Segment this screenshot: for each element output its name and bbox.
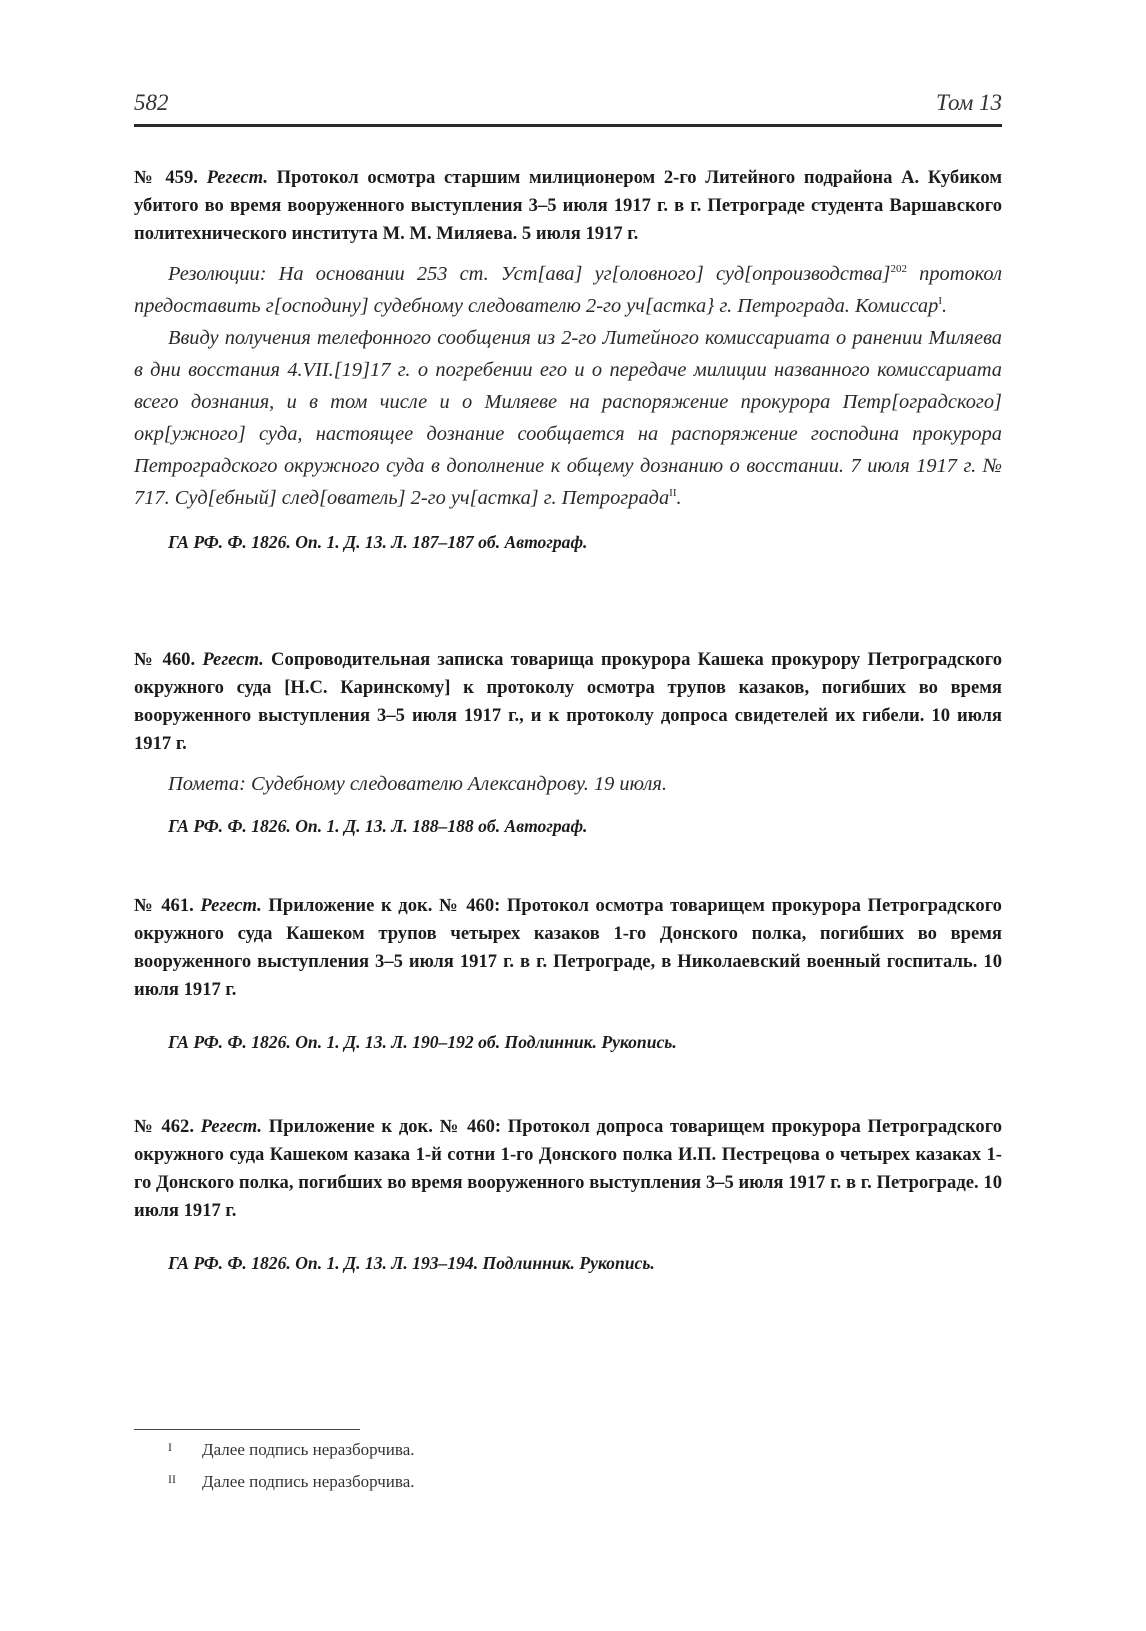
document-title	[134, 892, 1002, 1004]
footnote-mark: I	[168, 1440, 172, 1454]
document-description: Приложение к док. № 460: Протокол допроса товарищем прокурора Петроградского окружного суда Кашеком казака 1-й сотни 1-го Донского полка И.П. Пестрецова о четырех казаках 1-го Донского полка, погибших во время вооруженного выступления 3–5 июля 1917 г. в г. Петрограде. 10 июля 1917 г.	[134, 1116, 1002, 1221]
page-number: 582	[134, 90, 169, 115]
regest-label: Регест.	[206, 167, 268, 188]
document-description: Протокол осмотра старшим милиционером 2-го Литейного подрайона А. Кубиком убитого во время вооруженного выступления 3–5 июля 1917 г. в г. Петрограде студента Варшавского политехнического института М. М. Миляева. 5 июля 1917 г.	[134, 167, 1002, 244]
footnote-mark: II	[168, 1472, 176, 1486]
regest-label: Регест.	[202, 649, 264, 670]
footnote-divider	[134, 1429, 360, 1430]
archive-source: ГА РФ. Ф. 1826. Оп. 1. Д. 13. Л. 187–187 об. Автограф.	[168, 532, 588, 552]
regest-label: Регест.	[200, 1116, 263, 1137]
document-entry-459	[134, 164, 1002, 553]
document-title	[134, 1113, 1002, 1225]
annotation-note: Помета: Судебному следователю Александрову. 19 июля.	[168, 773, 667, 795]
document-number: № 461.	[134, 895, 194, 916]
document-entry-462	[134, 1113, 1002, 1274]
footnote-ref: II	[669, 487, 677, 500]
document-description: Сопроводительная записка товарища прокурора Кашека прокурору Петроградского окружного суда [Н.С. Каринскому] к протоколу осмотра трупов казаков, погибших во время вооруженного выступления 3–5 июля 1917 г., и к протоколу допроса свидетелей их гибели. 10 июля 1917 г.	[134, 649, 1002, 754]
footnote-item	[134, 1440, 1002, 1472]
page-header	[134, 88, 1002, 127]
footnote-ref: 202	[890, 263, 907, 276]
document-number: № 462.	[134, 1116, 194, 1137]
document-title	[134, 164, 1002, 248]
archive-source: ГА РФ. Ф. 1826. Оп. 1. Д. 13. Л. 190–192 об. Подлинник. Рукопись.	[168, 1032, 677, 1052]
investigator-note: Ввиду получения телефонного сообщения из 2-го Литейного комиссариата о ранении Миляева в дни восстания 4.VII.[19]17 г. о погребении его и о передаче милиции названного комиссариата всего дознания, и в том числе и о Миляеве на распоряжение прокурора Петр[оградского] окр[ужного] суда, настоящее дознание сообщается на распоряжение господина прокурора Петроградского окружного суда в дополнение к общему дознанию о восстании. 7 июля 1917 г. № 717. Суд[ебный] след[ователь] 2-го уч[астка] г. Петрограда$^{II}$.	[134, 327, 1002, 509]
document-entry-460	[134, 646, 1002, 837]
regest-label: Регест.	[200, 895, 262, 916]
footnote-text: Далее подпись неразборчива.	[202, 1440, 415, 1459]
archive-source: ГА РФ. Ф. 1826. Оп. 1. Д. 13. Л. 188–188 об. Автограф.	[168, 816, 588, 836]
resolution-note: Резолюции: На основании 253 ст. Уст[ава] уг[оловного] суд[опроизводства]$^{202}$ протокол предоставить г[осподину] судебному следователю 2-го уч[астка} г. Петрограда. Комиссар$^I$.	[134, 263, 1002, 317]
footnote-ref: I	[938, 295, 942, 308]
document-description: Приложение к док. № 460: Протокол осмотра товарищем прокурора Петроградского окружного суда Кашеком трупов четырех казаков 1-го Донского полка, погибших во время вооруженного выступления 3–5 июля 1917 г. в г. Петрограде, в Николаевский военный госпиталь. 10 июля 1917 г.	[134, 895, 1002, 1000]
volume-label: Том 13	[935, 90, 1002, 115]
document-number: № 459.	[134, 167, 198, 188]
footnote-text: Далее подпись неразборчива.	[202, 1472, 415, 1491]
footnote-item	[134, 1472, 1002, 1504]
document-entry-461	[134, 892, 1002, 1053]
document-title	[134, 646, 1002, 758]
document-number: № 460.	[134, 649, 196, 670]
footnotes	[134, 1440, 1002, 1504]
archive-source: ГА РФ. Ф. 1826. Оп. 1. Д. 13. Л. 193–194. Подлинник. Рукопись.	[168, 1253, 655, 1273]
